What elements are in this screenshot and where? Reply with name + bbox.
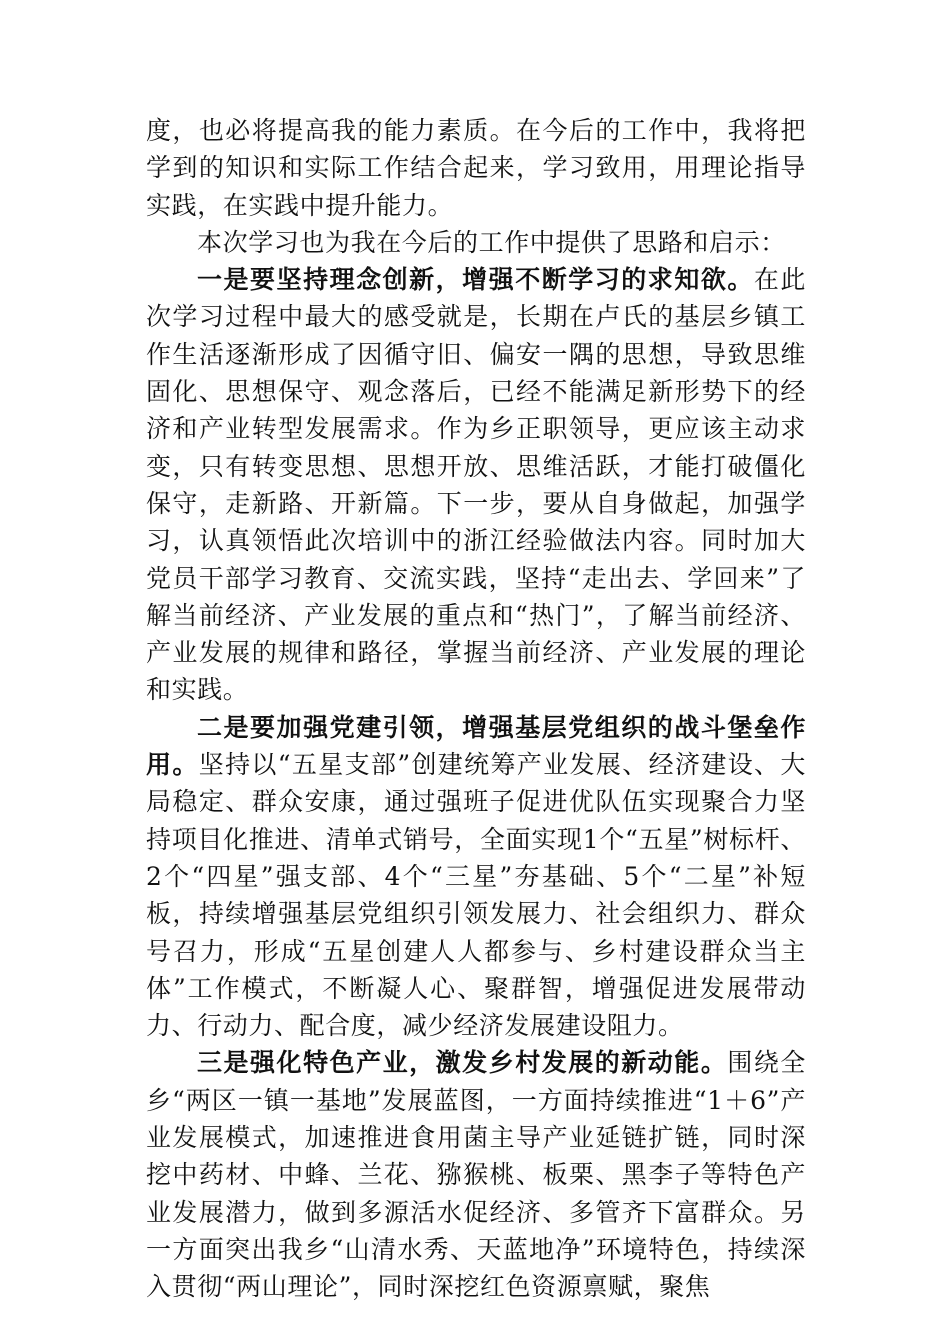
document-page [146,112,806,1306]
paragraph-text: 本次学习也为我在今后的工作中提供了思路和启示： [197,227,786,257]
paragraph-heading: 二是要加强党建引领，增强基层党组织的战斗堡垒作用。 [146,712,806,780]
paragraph-heading: 三是强化特色产业，激发乡村发展的新动能。 [197,1048,728,1078]
paragraph-heading: 一是要坚持理念创新，增强不断学习的求知欲。 [197,265,754,295]
paragraph-text: 围绕全乡“两区一镇一基地”发展蓝图，一方面持续推进“1＋6”产业发展模式，加速推进食用菌主导产业延链扩链，同时深挖中药材、中蜂、兰花、猕猴桃、板栗、黑李子等特色产业发展潜力，做到多源活水促经济、多管齐下富群众。另一方面突出我乡“山清水秀、天蓝地净”环境特色，持续深入贯彻“两山理论”，同时深挖红色资源禀赋，聚焦 [146,1048,806,1302]
paragraph-point-one [146,261,806,709]
paragraph-text: 度，也必将提高我的能力素质。在今后的工作中，我将把学到的知识和实际工作结合起来，学习致用，用理论指导实践，在实践中提升能力。 [146,116,806,220]
paragraph-intro [146,224,806,261]
paragraph-continuation [146,112,806,224]
paragraph-text: 在此次学习过程中最大的感受就是，长期在卢氏的基层乡镇工作生活逐渐形成了因循守旧、偏安一隅的思想，导致思维固化、思想保守、观念落后，已经不能满足新形势下的经济和产业转型发展需求。作为乡正职领导，更应该主动求变，只有转变思想、思想开放、思维活跃，才能打破僵化保守，走新路、开新篇。下一步，要从自身做起，加强学习，认真领悟此次培训中的浙江经验做法内容。同时加大党员干部学习教育、交流实践，坚持“走出去、学回来”了解当前经济、产业发展的重点和“热门”，了解当前经济、产业发展的规律和路径，掌握当前经济、产业发展的理论和实践。 [146,265,806,705]
paragraph-point-two [146,709,806,1045]
paragraph-point-three [146,1044,806,1305]
paragraph-text: 坚持以“五星支部”创建统筹产业发展、经济建设、大局稳定、群众安康，通过强班子促进优队伍实现聚合力坚持项目化推进、清单式销号，全面实现1个“五星”树标杆、2个“四星”强支部、4个“三星”夯基础、5个“二星”补短板，持续增强基层党组织引领发展力、社会组织力、群众号召力，形成“五星创建人人都参与、乡村建设群众当主体”工作模式，不断凝人心、聚群智，增强促进发展带动力、行动力、配合度，减少经济发展建设阻力。 [146,750,807,1041]
